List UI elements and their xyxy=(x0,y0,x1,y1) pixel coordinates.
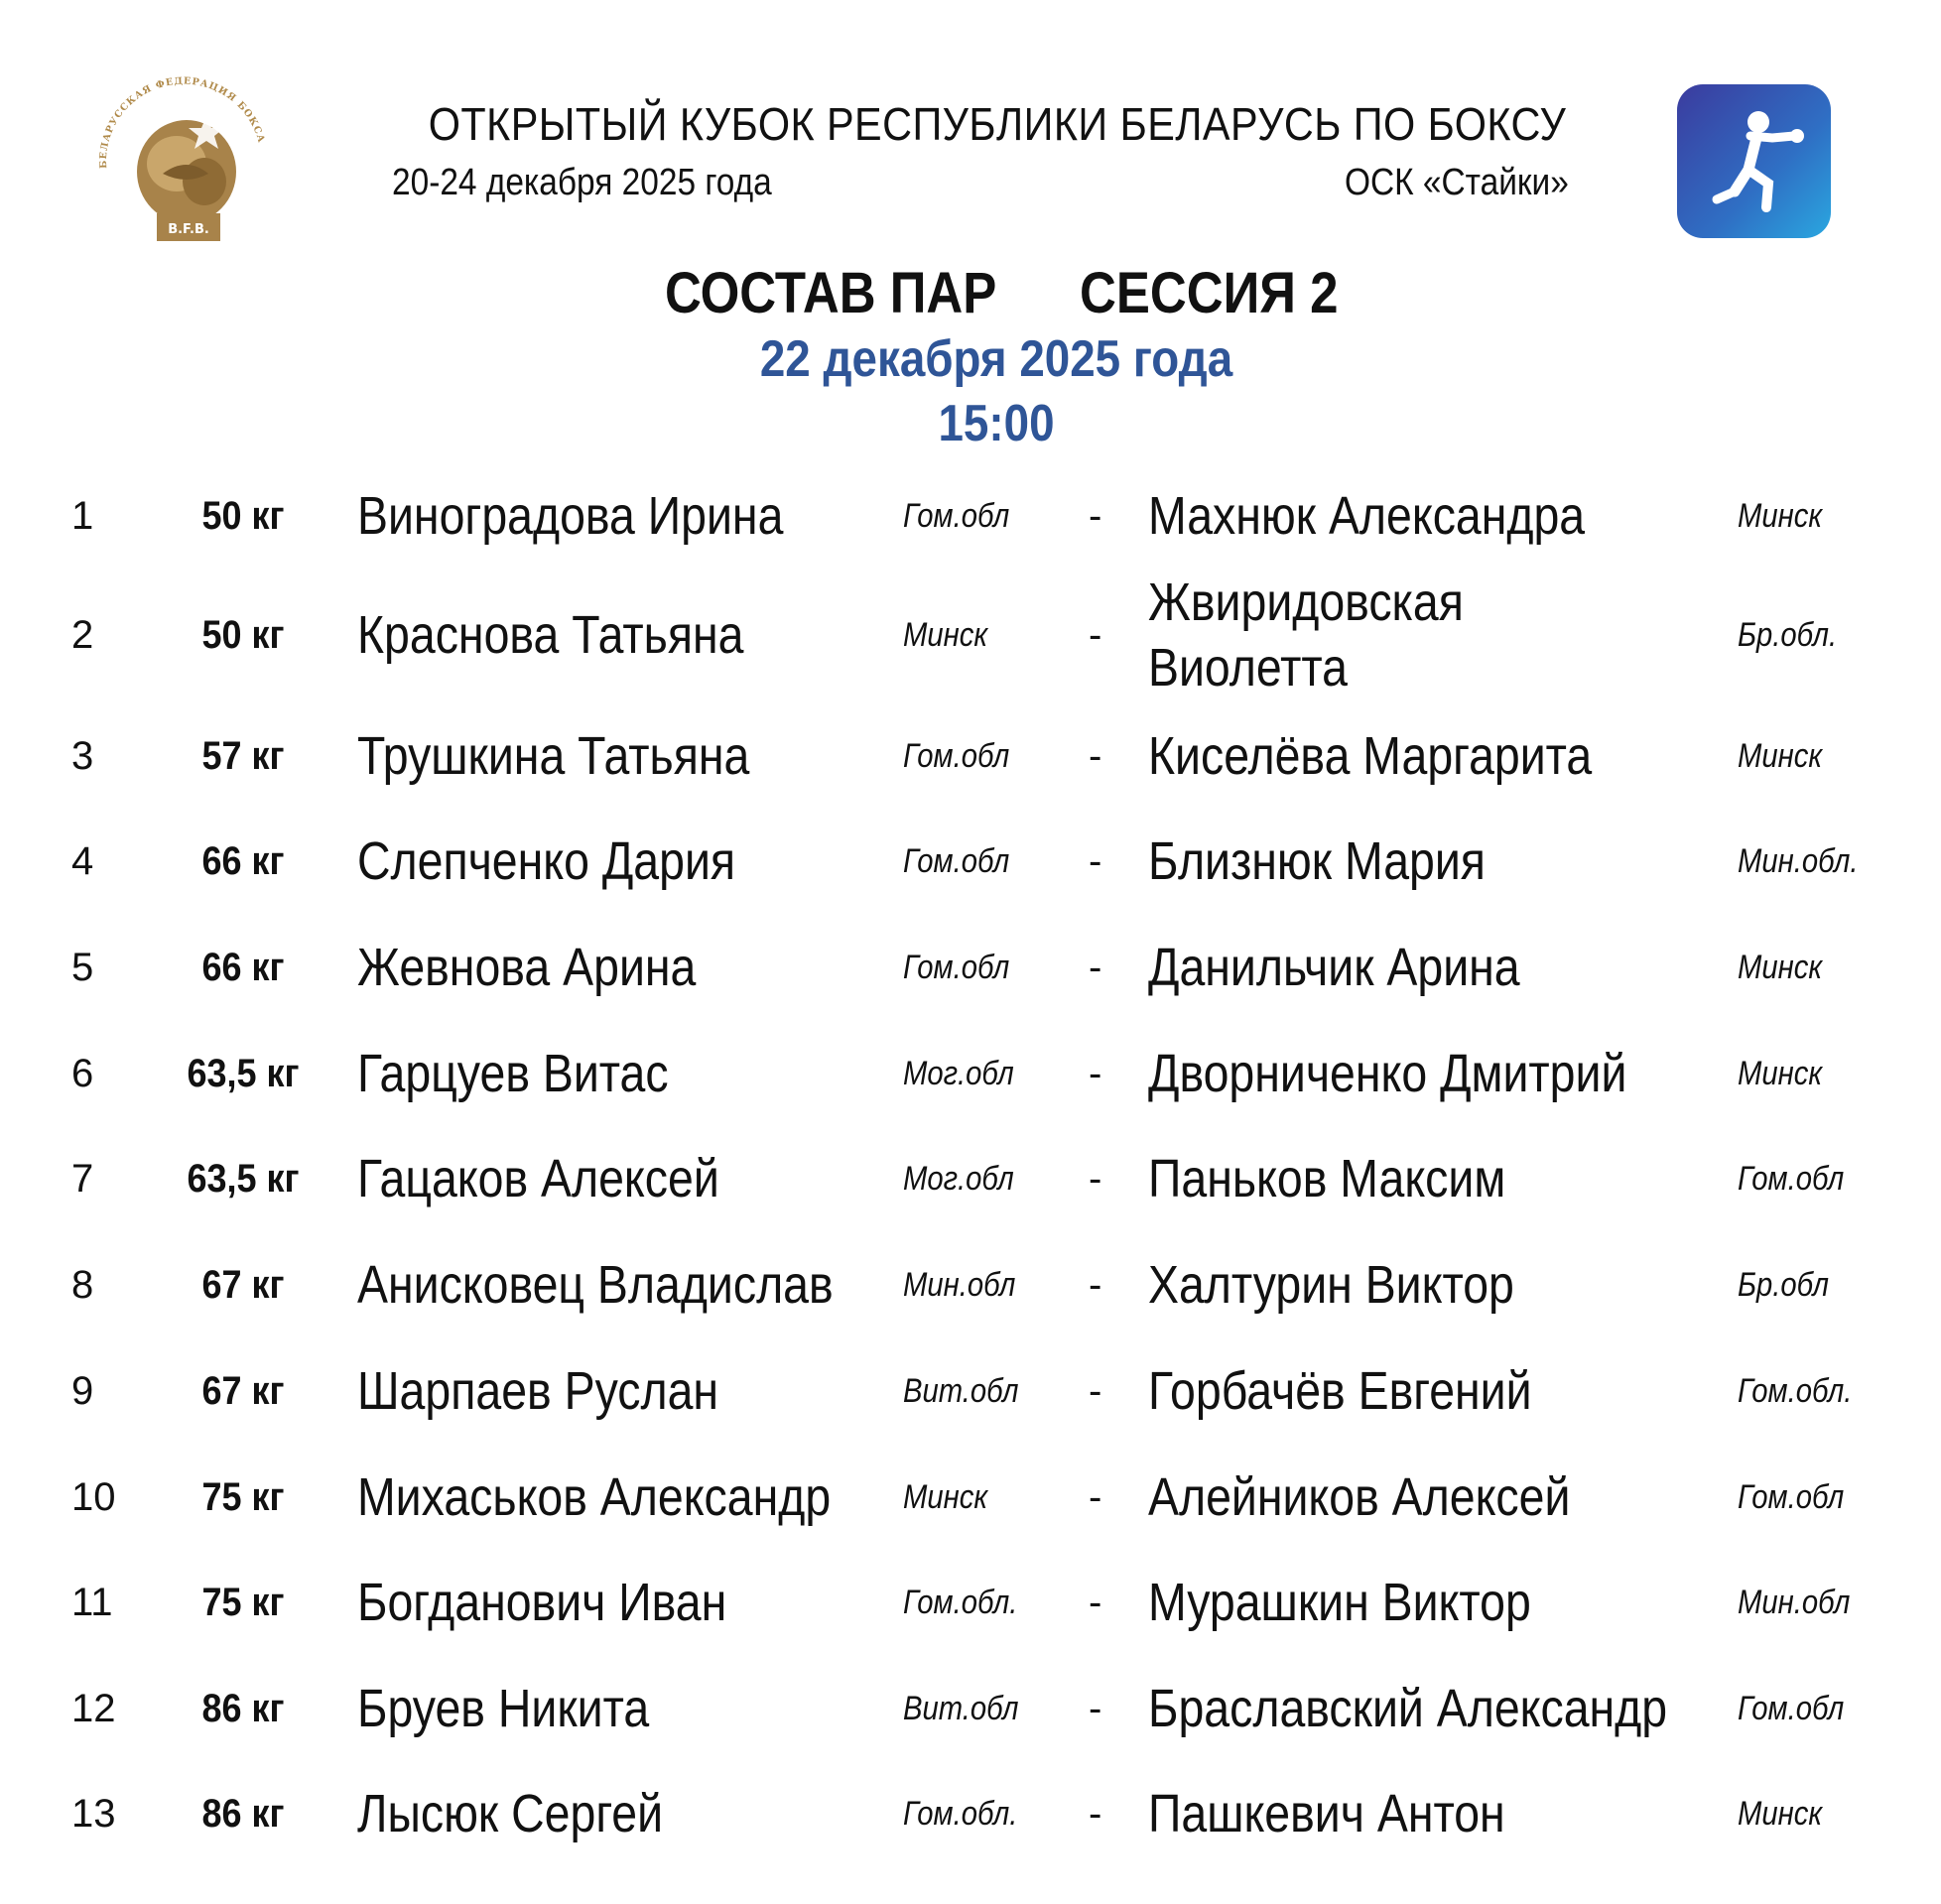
weight-class: 57 кг xyxy=(201,734,285,778)
blue-corner-name: Алейников Алексей xyxy=(1148,1467,1571,1527)
blue-corner-region: Минск xyxy=(1738,497,1823,535)
weight-class: 66 кг xyxy=(201,839,285,883)
versus-dash: - xyxy=(1089,494,1102,538)
bout-row xyxy=(0,1573,1941,1632)
bout-number: 7 xyxy=(71,1157,94,1201)
blue-corner-region: Мин.обл. xyxy=(1738,842,1859,880)
blue-corner-region: Минск xyxy=(1738,737,1823,775)
blue-corner-region: Гом.обл xyxy=(1738,1160,1845,1198)
red-corner-region: Вит.обл xyxy=(903,1372,1019,1410)
bout-row xyxy=(0,1044,1941,1103)
red-corner-region: Вит.обл xyxy=(903,1690,1019,1727)
boxing-glove-icon xyxy=(79,55,288,253)
bout-row xyxy=(0,1255,1941,1315)
bout-row xyxy=(0,1149,1941,1208)
bout-number: 13 xyxy=(71,1792,116,1836)
blue-corner-name: Мурашкин Виктор xyxy=(1148,1573,1531,1632)
bout-number: 3 xyxy=(71,734,94,778)
blue-corner-region: Мин.обл xyxy=(1738,1584,1851,1621)
versus-dash: - xyxy=(1089,1263,1102,1307)
event-dates: 20-24 декабря 2025 года xyxy=(392,162,772,203)
versus-dash: - xyxy=(1089,1052,1102,1095)
blue-corner-region: Минск xyxy=(1738,1795,1823,1833)
bout-row xyxy=(0,938,1941,997)
bout-number: 5 xyxy=(71,946,94,989)
section-label: СОСТАВ ПАР xyxy=(665,261,997,325)
versus-dash: - xyxy=(1089,1792,1102,1836)
red-corner-region: Гом.обл. xyxy=(903,1795,1018,1833)
blue-corner-name: Близнюк Мария xyxy=(1148,831,1486,891)
session-date: 22 декабря 2025 года xyxy=(759,330,1233,388)
versus-dash: - xyxy=(1089,734,1102,778)
bout-row xyxy=(0,831,1941,891)
weight-class: 63,5 кг xyxy=(187,1157,300,1201)
weight-class: 67 кг xyxy=(201,1369,285,1413)
bout-row xyxy=(0,486,1941,546)
red-corner-name: Краснова Татьяна xyxy=(357,605,744,665)
svg-text:БЕЛАРУССКАЯ ФЕДЕРАЦИЯ БОКСА: БЕЛАРУССКАЯ ФЕДЕРАЦИЯ БОКСА xyxy=(97,75,267,170)
red-corner-region: Гом.обл xyxy=(903,842,1010,880)
blue-corner-region: Гом.обл xyxy=(1738,1478,1845,1516)
red-corner-region: Гом.обл xyxy=(903,949,1010,986)
bout-number: 1 xyxy=(71,494,94,538)
blue-corner-region: Бр.обл xyxy=(1738,1266,1829,1304)
weight-class: 66 кг xyxy=(201,946,285,989)
bout-number: 4 xyxy=(71,839,94,883)
weight-class: 75 кг xyxy=(201,1581,285,1624)
page-title: ОТКРЫТЫЙ КУБОК РЕСПУБЛИКИ БЕЛАРУСЬ ПО БОКСУ xyxy=(428,98,1567,150)
red-corner-region: Мин.обл xyxy=(903,1266,1016,1304)
versus-dash: - xyxy=(1089,946,1102,989)
red-corner-name: Михаськов Александр xyxy=(357,1467,832,1527)
event-venue: ОСК «Стайки» xyxy=(1345,162,1569,203)
red-corner-region: Гом.обл xyxy=(903,737,1010,775)
bout-row xyxy=(0,1679,1941,1738)
red-corner-region: Гом.обл. xyxy=(903,1584,1018,1621)
blue-corner-region: Бр.обл. xyxy=(1738,616,1838,654)
versus-dash: - xyxy=(1089,1369,1102,1413)
bout-number: 11 xyxy=(71,1581,113,1624)
versus-dash: - xyxy=(1089,839,1102,883)
blue-corner-name: Пашкевич Антон xyxy=(1148,1784,1505,1843)
weight-class: 67 кг xyxy=(201,1263,285,1307)
red-corner-name: Богданович Иван xyxy=(357,1573,727,1632)
versus-dash: - xyxy=(1089,613,1102,657)
bout-number: 10 xyxy=(71,1475,116,1519)
red-corner-name: Гарцуев Витас xyxy=(357,1044,669,1103)
blue-corner-name: Паньков Максим xyxy=(1148,1149,1506,1208)
bout-row xyxy=(0,1467,1941,1527)
bout-row xyxy=(0,726,1941,786)
weight-class: 63,5 кг xyxy=(187,1052,300,1095)
bout-row xyxy=(0,572,1941,698)
blue-corner-name: Браславский Александр xyxy=(1148,1679,1668,1738)
red-corner-name: Слепченко Дария xyxy=(357,831,736,891)
red-corner-region: Мог.обл xyxy=(903,1055,1014,1092)
weight-class: 86 кг xyxy=(201,1792,285,1836)
blue-corner-name: Дворниченко Дмитрий xyxy=(1148,1044,1627,1103)
bout-row xyxy=(0,1361,1941,1421)
bout-number: 9 xyxy=(71,1369,94,1413)
blue-corner-region: Минск xyxy=(1738,1055,1823,1092)
bout-number: 6 xyxy=(71,1052,94,1095)
red-corner-name: Виноградова Ирина xyxy=(357,486,784,546)
blue-corner-name: Данильчик Арина xyxy=(1148,938,1520,997)
bout-number: 8 xyxy=(71,1263,94,1307)
blue-corner-region: Гом.обл. xyxy=(1738,1372,1853,1410)
blue-corner-region: Гом.обл xyxy=(1738,1690,1845,1727)
weight-class: 50 кг xyxy=(201,613,285,657)
blue-corner-name: Махнюк Александра xyxy=(1148,486,1586,546)
versus-dash: - xyxy=(1089,1581,1102,1624)
blue-corner-name: Халтурин Виктор xyxy=(1148,1255,1514,1315)
weight-class: 50 кг xyxy=(201,494,285,538)
session-label: СЕССИЯ 2 xyxy=(1080,261,1339,325)
red-corner-name: Трушкина Татьяна xyxy=(357,726,750,786)
red-corner-name: Жевнова Арина xyxy=(357,938,697,997)
bout-number: 12 xyxy=(71,1687,116,1730)
versus-dash: - xyxy=(1089,1687,1102,1730)
red-corner-name: Лысюк Сергей xyxy=(357,1784,664,1843)
red-corner-region: Минск xyxy=(903,1478,988,1516)
weight-class: 75 кг xyxy=(201,1475,285,1519)
blue-corner-region: Минск xyxy=(1738,949,1823,986)
red-corner-region: Минск xyxy=(903,616,988,654)
blue-corner-name: Горбачёв Евгений xyxy=(1148,1361,1532,1421)
bout-number: 2 xyxy=(71,613,94,657)
versus-dash: - xyxy=(1089,1475,1102,1519)
red-corner-region: Мог.обл xyxy=(903,1160,1014,1198)
versus-dash: - xyxy=(1089,1157,1102,1201)
red-corner-name: Бруев Никита xyxy=(357,1679,650,1738)
red-corner-name: Гацаков Алексей xyxy=(357,1149,719,1208)
red-corner-name: Шарпаев Руслан xyxy=(357,1361,719,1421)
blue-corner-name: Киселёва Маргарита xyxy=(1148,726,1593,786)
bout-row xyxy=(0,1784,1941,1843)
blue-corner-name: Жвиридовская Виолетта xyxy=(1148,572,1464,698)
red-corner-region: Гом.обл xyxy=(903,497,1010,535)
session-time: 15:00 xyxy=(938,395,1055,452)
weight-class: 86 кг xyxy=(201,1687,285,1730)
red-corner-name: Анисковец Владислав xyxy=(357,1255,834,1315)
svg-text:B.F.B.: B.F.B. xyxy=(168,222,209,237)
